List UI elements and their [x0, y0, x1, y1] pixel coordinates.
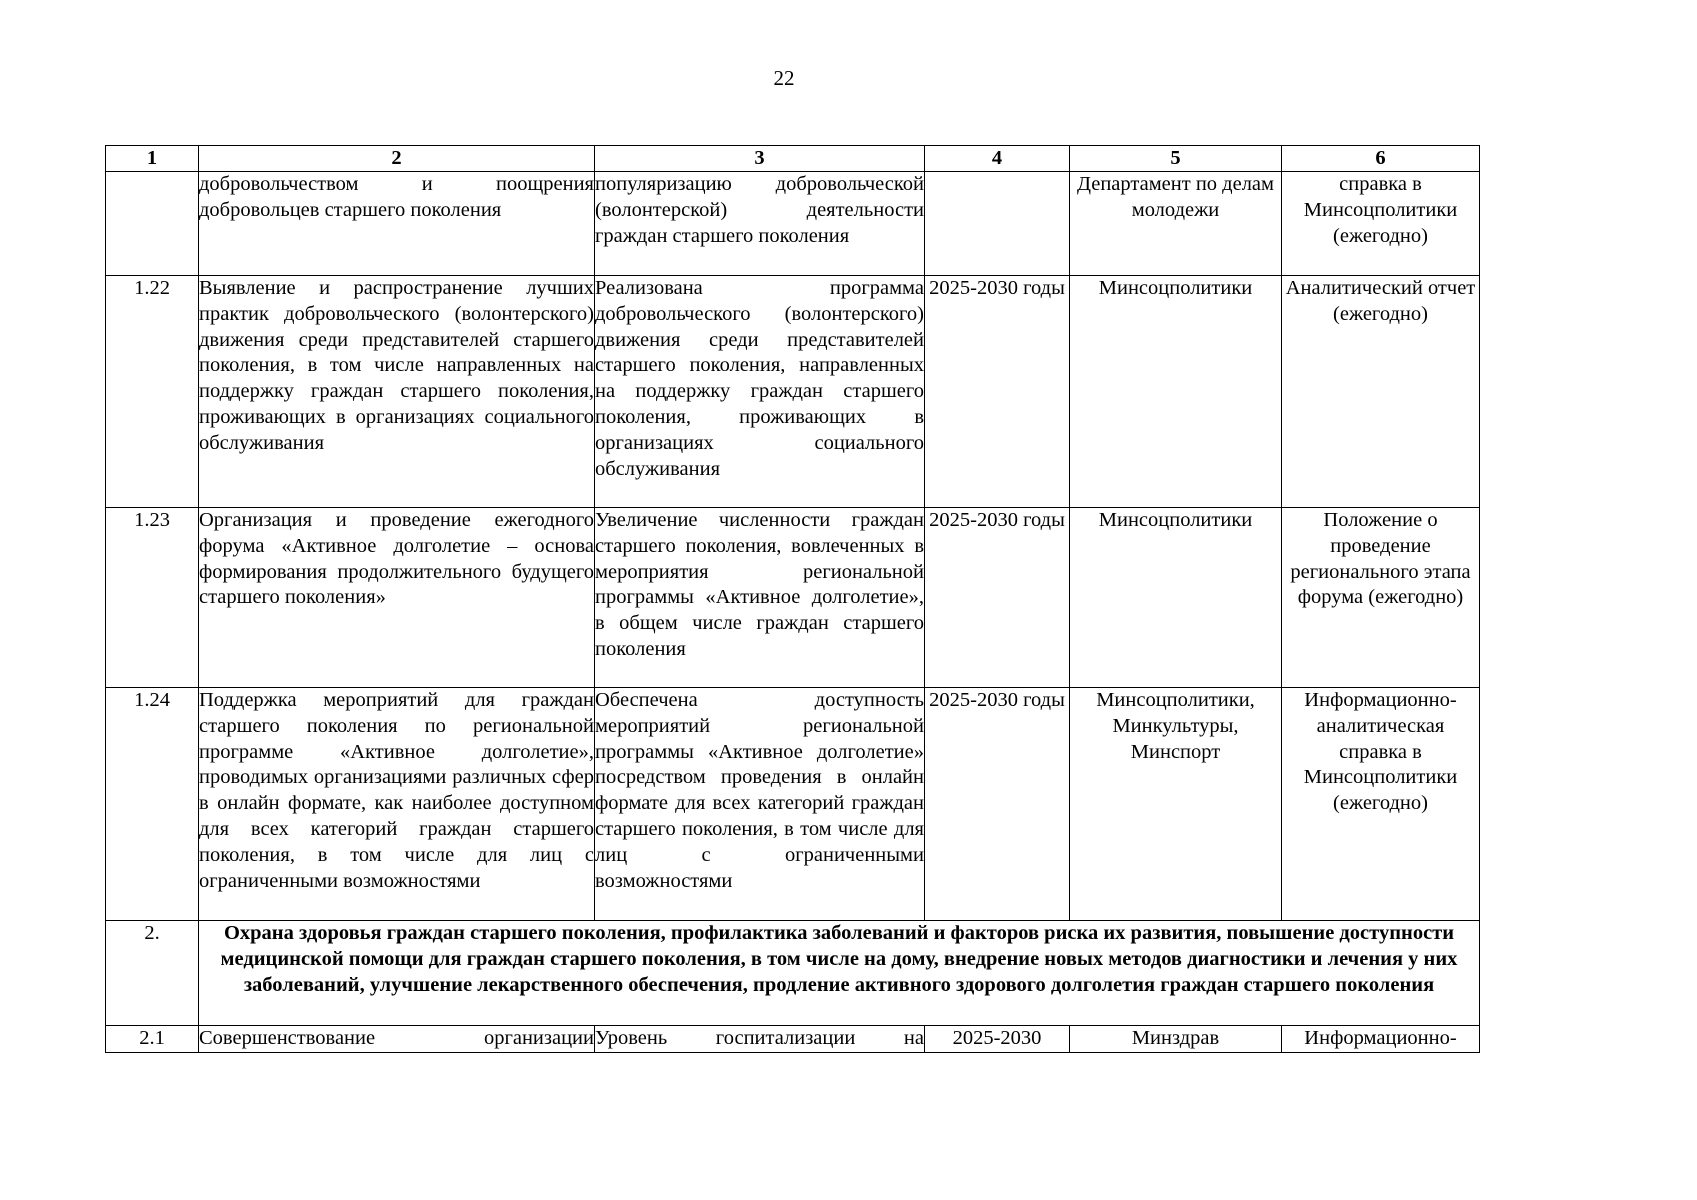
measure-cell: Совершенствование организации: [199, 1026, 595, 1053]
row-number: 1.23: [106, 508, 199, 688]
header-col-1: 1: [106, 146, 199, 172]
row-number: 1.22: [106, 276, 199, 508]
period-cell: 2025-2030 годы: [925, 508, 1070, 688]
measure-cell: Поддержка мероприятий для граждан старшего поколения по региональной программе «Активное долголетие», проводимых организациями различных сфер в онлайн формате, как наиболее доступном для всех категорий граждан старшего поколения, в том числе для лиц с ограниченными возможностями: [199, 688, 595, 921]
table-row: [106, 1026, 1480, 1053]
result-cell: популяризацию добровольческой (волонтерской) деятельности граждан старшего поколения: [595, 172, 925, 276]
table-row: [106, 688, 1480, 921]
table-header-row: [106, 146, 1480, 172]
control-cell: Аналитический отчет (ежегодно): [1282, 276, 1480, 508]
header-col-4: 4: [925, 146, 1070, 172]
period-cell: [925, 172, 1070, 276]
control-cell: Информационно-аналитическая справка в Минсоцполитики (ежегодно): [1282, 688, 1480, 921]
executor-cell: Минсоцполитики, Минкультуры, Минспорт: [1070, 688, 1282, 921]
row-number: 2.1: [106, 1026, 199, 1053]
header-col-2: 2: [199, 146, 595, 172]
measure-cell: добровольчеством и поощрения добровольцев старшего поколения: [199, 172, 595, 276]
control-cell: Положение о проведение регионального этапа форума (ежегодно): [1282, 508, 1480, 688]
period-cell: 2025-2030 годы: [925, 276, 1070, 508]
header-col-6: 6: [1282, 146, 1480, 172]
executor-cell: Департамент по делам молодежи: [1070, 172, 1282, 276]
result-cell: Увеличение численности граждан старшего поколения, вовлеченных в мероприятия региональной программы «Активное долголетие», в общем числе граждан старшего поколения: [595, 508, 925, 688]
result-cell: Обеспечена доступность мероприятий региональной программы «Активное долголетие» посредством проведения в онлайн формате для всех категорий граждан старшего поколения, в том числе для лиц с ограниченными возможностями: [595, 688, 925, 921]
period-cell: 2025-2030: [925, 1026, 1070, 1053]
table-row: [106, 276, 1480, 508]
control-cell: Информационно-: [1282, 1026, 1480, 1053]
executor-cell: Минздрав: [1070, 1026, 1282, 1053]
header-col-3: 3: [595, 146, 925, 172]
period-cell: 2025-2030 годы: [925, 688, 1070, 921]
control-cell: справка в Минсоцполитики (ежегодно): [1282, 172, 1480, 276]
table-row: [106, 508, 1480, 688]
section-number: 2.: [106, 921, 199, 1026]
header-col-5: 5: [1070, 146, 1282, 172]
measure-cell: Организация и проведение ежегодного форума «Активное долголетие – основа формирования продолжительного будущего старшего поколения»: [199, 508, 595, 688]
measure-cell: Выявление и распространение лучших практик добровольческого (волонтерского) движения среди представителей старшего поколения, в том числе направленных на поддержку граждан старшего поколения, проживающих в организациях социального обслуживания: [199, 276, 595, 508]
row-number: 1.24: [106, 688, 199, 921]
section-title: Охрана здоровья граждан старшего поколения, профилактика заболеваний и факторов риска их развития, повышение доступности медицинской помощи для граждан старшего поколения, в том числе на дому, внедрение новых методов диагностики и лечения у них заболеваний, улучшение лекарственного обеспечения, продление активного здорового долголетия граждан старшего поколения: [199, 921, 1480, 1026]
action-plan-table: [105, 145, 1480, 1053]
result-cell: Реализована программа добровольческого (волонтерского) движения среди представителей старшего поколения, направленных на поддержку граждан старшего поколения, проживающих в организациях социального обслуживания: [595, 276, 925, 508]
result-cell: Уровень госпитализации на: [595, 1026, 925, 1053]
executor-cell: Минсоцполитики: [1070, 276, 1282, 508]
row-number: [106, 172, 199, 276]
table-row: [106, 172, 1480, 276]
page-number: 22: [773, 66, 795, 90]
section-row: [106, 921, 1480, 1026]
executor-cell: Минсоцполитики: [1070, 508, 1282, 688]
